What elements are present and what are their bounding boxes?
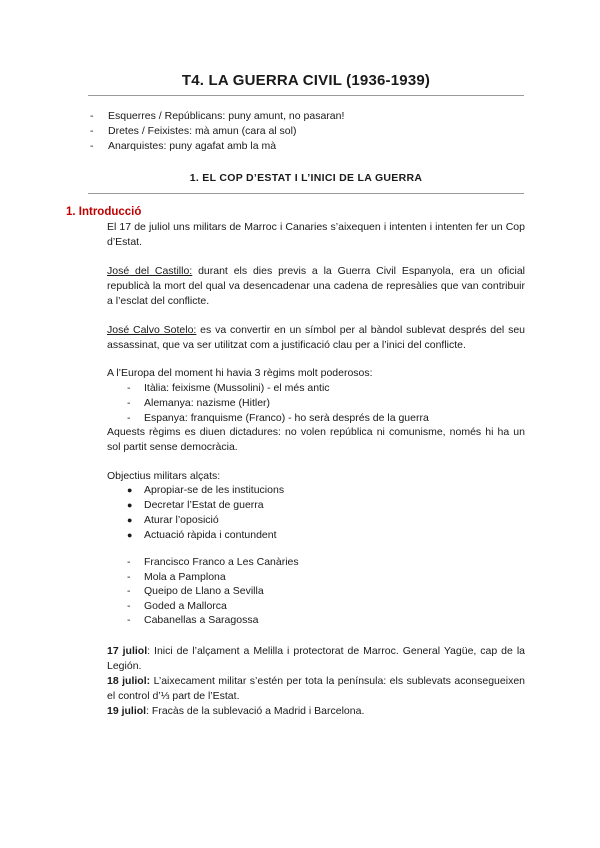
dash-marker: - — [127, 382, 131, 394]
intro-paragraph: El 17 de juliol uns militars de Marroc i Canaries s’aixequen i intenten i intenten fer un Cop d’Estat. — [107, 221, 525, 248]
list-item: ● Actuació ràpida i contundent — [127, 529, 277, 541]
section-divider — [88, 193, 524, 194]
bullet-marker: ● — [127, 515, 133, 525]
list-item: ● Aturar l’oposició — [127, 514, 219, 526]
dash-marker: - — [127, 397, 131, 409]
timeline-entry: 17 juliol: Inici de l’alçament a Melilla i protectorat de Marroc. General Yagüe, cap de la Legión. — [107, 645, 525, 672]
calvo-name: José Calvo Sotelo: — [107, 324, 197, 336]
bullet-marker: ● — [127, 485, 133, 495]
dash-marker: - — [90, 110, 94, 122]
timeline-entry: 18 juliol: L’aixecament militar s’estén per tota la península: els sublevats aconsegueixen el control d’⅓ part de l’Estat. — [107, 675, 526, 702]
timeline-entry: 19 juliol: Fracàs de la sublevació a Madrid i Barcelona. — [107, 705, 365, 717]
regimes-list — [107, 381, 525, 426]
list-item: - Queipo de Llano a Sevilla — [127, 585, 264, 597]
timeline-block — [107, 644, 525, 719]
title-divider — [88, 95, 524, 96]
dash-marker: - — [127, 614, 131, 626]
dash-marker: - — [127, 570, 131, 583]
list-item: - Dretes / Feixistes: mà amun (cara al sol) — [90, 125, 297, 137]
page-title: T4. LA GUERRA CIVIL (1936-1939) — [181, 72, 431, 89]
list-item: ● Decretar l’Estat de guerra — [127, 499, 264, 511]
list-item: - Cabanellas a Saragossa — [127, 614, 259, 626]
dash-marker: - — [127, 585, 131, 597]
dash-marker: - — [127, 412, 131, 424]
list-item: - Itàlia: feixisme (Mussolini) - el més antic — [127, 382, 330, 394]
timeline-date: 19 juliol — [107, 705, 147, 717]
list-item: - Anarquistes: puny agafat amb la mà — [90, 140, 277, 152]
timeline-date: 18 juliol: — [107, 675, 151, 687]
timeline-date: 17 juliol — [107, 645, 148, 657]
list-item: - Espanya: franquisme (Franco) - ho serà després de la guerra — [127, 412, 429, 424]
bullet-marker: ● — [127, 500, 133, 510]
list-item: - Mola a Pamplona — [127, 570, 226, 583]
subsection-heading: 1. Introducció — [66, 206, 142, 218]
dash-marker: - — [127, 556, 131, 568]
dash-marker: - — [90, 125, 94, 137]
bullet-marker: ● — [127, 530, 133, 540]
castillo-name: José del Castillo: — [107, 265, 193, 277]
dash-marker: - — [127, 599, 131, 612]
list-item: - Alemanya: nazisme (Hitler) — [127, 397, 271, 409]
europe-intro: A l’Europa del moment hi havia 3 règims molt poderosos: — [107, 367, 373, 379]
salute-list — [88, 109, 344, 154]
list-item: - Francisco Franco a Les Canàries — [127, 556, 299, 568]
calvo-paragraph: José Calvo Sotelo: es va convertir en un símbol per al bàndol sublevat després del seu assassinat, que va ser utilitzat com a justificació clau per a l’inici del conflicte. — [107, 324, 525, 351]
dictatorships-paragraph: Aquests règims es diuen dictadures: no volen república ni comunisme, només hi ha un sol partit sense democràcia. — [107, 426, 525, 453]
list-item: - Goded a Mallorca — [127, 599, 227, 612]
list-item: ● Apropiar-se de les institucions — [127, 484, 285, 496]
castillo-paragraph: José del Castillo: durant els dies previs a la Guerra Civil Espanyola, era un oficial republicà la mort del qual va desencadenar una cadena de represàlies que van contribuir a l’esclat del conflicte. — [107, 265, 525, 307]
objectives-list — [107, 483, 284, 543]
dash-marker: - — [90, 140, 94, 152]
list-item: - Esquerres / Repúblicans: puny amunt, no pasaran! — [90, 110, 345, 122]
europe-block — [107, 366, 525, 426]
objectives-title: Objectius militars alçats: — [107, 470, 221, 482]
generals-list — [107, 555, 299, 628]
section-heading: 1. EL COP D’ESTAT I L’INICI DE LA GUERRA — [189, 172, 423, 184]
